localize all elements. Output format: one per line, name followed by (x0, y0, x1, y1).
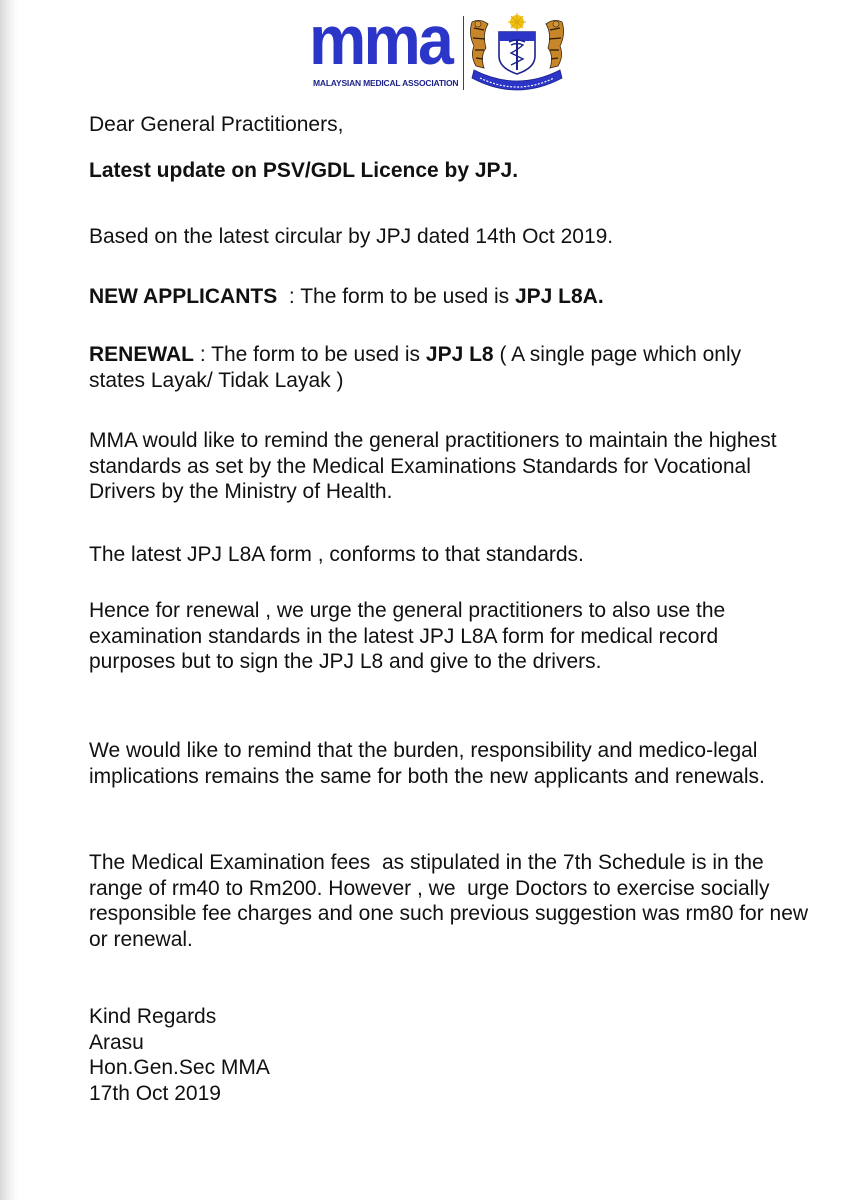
letterhead (309, 1, 569, 90)
new-applicants-label: NEW APPLICANTS (89, 285, 278, 308)
renewal-paragraph (89, 342, 789, 393)
renewal-form: JPJ L8 (425, 343, 494, 366)
mma-logo: mma (309, 1, 452, 79)
letterhead-divider (463, 16, 464, 90)
signoff (89, 1004, 270, 1106)
conform-paragraph: The latest JPJ L8A form , conforms to that standards. (89, 543, 584, 566)
page-edge-shadow (0, 0, 18, 1200)
closing: Kind Regards (89, 1005, 217, 1028)
renewal-text: : The form to be used is (194, 343, 426, 366)
new-applicants-form: JPJ L8A. (514, 285, 604, 308)
renewal-note: ( A single page which only states Layak/ Tidak Layak ) (89, 343, 742, 392)
new-applicants-text: : The form to be used is (277, 285, 515, 308)
mma-crest-icon (466, 12, 568, 96)
letter-subject: Latest update on PSV/GDL Licence by JPJ. (89, 159, 519, 182)
fees-paragraph: The Medical Examination fees as stipulated in the 7th Schedule is in the range of rm40 to Rm200. However , we urge Doctors to exercise socially responsible fee charges and one such previous suggestion was rm80 for new or renewal. (89, 851, 814, 951)
remind-paragraph: MMA would like to remind the general practitioners to maintain the highest standards as set by the Medical Examinations Standards for Vocational Drivers by the Ministry of Health. (89, 429, 777, 503)
burden-paragraph: We would like to remind that the burden, responsibility and medico-legal implications remains the same for both the new applicants and renewals. (89, 739, 765, 788)
signer-name: Arasu (89, 1030, 144, 1054)
salutation: Dear General Practitioners, (89, 113, 344, 136)
hence-paragraph: Hence for renewal , we urge the general practitioners to also use the examination standards in the latest JPJ L8A form for medical record purposes but to sign the JPJ L8 and give to the drivers. (89, 599, 726, 673)
circular-paragraph: Based on the latest circular by JPJ dated 14th Oct 2019. (89, 225, 614, 248)
signer-title: Hon.Gen.Sec MMA (89, 1056, 270, 1079)
association-name: MALAYSIAN MEDICAL ASSOCIATION (313, 78, 459, 88)
letter-date: 17th Oct 2019 (89, 1081, 221, 1105)
new-applicants-paragraph (89, 284, 604, 310)
renewal-label: RENEWAL (89, 343, 194, 366)
